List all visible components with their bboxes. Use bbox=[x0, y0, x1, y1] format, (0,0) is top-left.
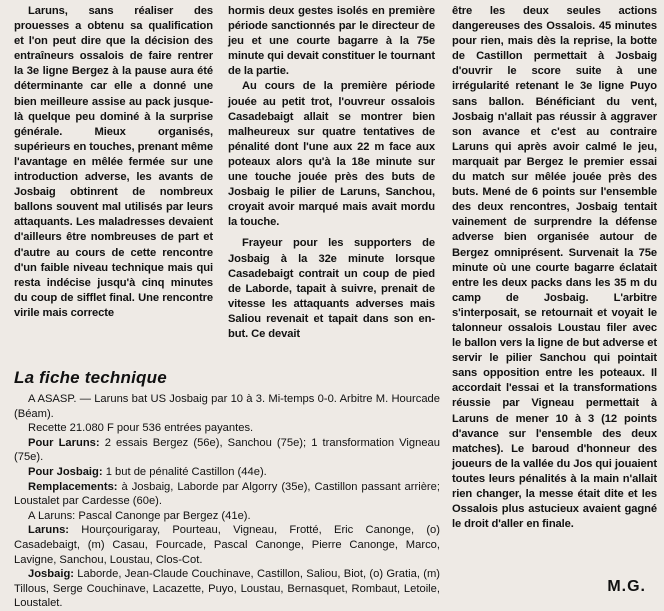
article-paragraph: Laruns, sans réaliser des prouesses a obtenu sa qualification et l'on peut dire que la décision des entraîneurs ossalois de faire rentrer la 3e ligne Bergez à la pause aura été déterminante car elle a donné une bien meilleure assise au pack jusque-là quelque peu dominé à la surprise générale. Mieux organisés, supérieurs en touches, prenant même l'avantage en mêlée fermée sur une introduction adverse, les avants de Josbaig obtinrent de nombreux ballons souvent mal utilisés par leurs attaquants. Les maladresses devaient d'ailleurs être nombreuses de part et d'autre au cours de cette rencontre d'un faible niveau technique mais qui resta indécise jusqu'à cinq minutes du coup de sifflet final. Une rencontre virile mais correcte bbox=[14, 5, 213, 319]
fiche-line-label: Pour Laruns: bbox=[28, 436, 100, 449]
fiche-intro: A ASASP. — Laruns bat US Josbaig par 10 à 3. Mi-temps 0-0. Arbitre M. Hourcade (Béam). bbox=[14, 393, 440, 420]
article-paragraph: Au cours de la première période jouée au petit trot, l'ouvreur ossalois Casadebaigt allait se montrer bien malheureux sur quatre tentatives de pénalité dont l'une aux 22 m face aux poteaux alors qu'à la 18e minute sur une touche jouée près des buts de Josbaig le pilier de Laruns, Sanchou, croyait avoir marqué mais avait mordu la touche. bbox=[228, 80, 435, 229]
fiche-technique-title: La fiche technique bbox=[14, 368, 167, 387]
fiche-line-label: Laruns: bbox=[28, 524, 70, 537]
article-paragraph: Frayeur pour les supporters de Josbaig à la 32e minute lorsque Casadebaigt contrait un coup de pied de Laborde, tapait à suivre, prenait de vitesse les attaquants adverses mais Saliou revenait et tapait dans son en-but. Ce devait bbox=[228, 237, 435, 340]
article-column-3 bbox=[452, 4, 657, 532]
fiche-line-remplacements bbox=[14, 480, 440, 509]
fiche-line-label: Pour Josbaig: bbox=[28, 465, 103, 478]
fiche-line-label: Remplacements: bbox=[28, 480, 118, 493]
fiche-line-text: à Josbaig, Laborde par Algorry (35e), Castillon passant arrière; Loustalet par Cardesse (60e). bbox=[14, 480, 440, 508]
fiche-recette: Recette 21.080 F pour 536 entrées payantes. bbox=[28, 422, 254, 435]
author-signature: M.G. bbox=[607, 578, 646, 595]
article-column-1 bbox=[14, 4, 213, 321]
fiche-line-text: Hourçourigaray, Pourteau, Vigneau, Frotté, Eric Canonge, (o) Casadebaigt, (m) Casau, Fourcade, Pascal Canonge, Pierre Canonge, Marco, Lavigne, Sanchou, Loustau, Clos-Cot. bbox=[14, 524, 440, 566]
fiche-line-josbaig-score bbox=[14, 465, 440, 480]
fiche-line-label: Josbaig: bbox=[28, 568, 75, 581]
fiche-technique-body bbox=[14, 392, 440, 611]
article-paragraph: être les deux seules actions dangereuses des Ossalois. 45 minutes pour rien, mais dès la reprise, la botte de Castillon permettait à Josbaig d'ouvrir le score suite à une irrégularité retenant le 3e ligne Puyo sans ballon. Bénéficiant du vent, Josbaig n'allait pas réussir à aggraver son avance et c'est au contraire Laruns qui après avoir calmé le jeu, marquait par Bergez le premier essai du match sur mêlée jouée près des buts. Mené de 6 points sur l'ensemble des deux rencontres, Josbaig tentait vainement de surprendre la défense adverse bien organisée autour de Bergez omniprésent. Survenait la 75e minute où une courte bagarre éclatait entre les deux packs dans les 35 m du camp de Josbaig. L'arbitre s'interposait, se retournait et voyait le talonneur ossalois Loustau filer avec le ballon vers la ligne de but adverse et servir le pilier Sanchou qui pointait sans opposition entre les poteaux. Il accordait l'essai et la transformations réussie par Vigneau permettait à Laruns de mener 10 à 3 (12 points d'avance sur l'ensemble des deux matches). Le baroud d'honneur des joueurs de la vallée du Jos qui jouaient toutes leurs pénalités à la main n'allait rien changer, la messe était dite et les Ossalois plus astucieux avaient gagné le droit d'aller en finale. bbox=[452, 5, 657, 531]
fiche-line-laruns-team bbox=[14, 523, 440, 567]
fiche-line-laruns-score bbox=[14, 436, 440, 465]
article-column-2 bbox=[228, 4, 435, 342]
fiche-line-text: 2 essais Bergez (56e), Sanchou (75e); 1 transformation Vigneau (75e). bbox=[14, 436, 440, 464]
article-paragraph: hormis deux gestes isolés en première période sanctionnés par le directeur de jeu et une courte bagarre à la 75e minute qui devait constituer le tournant de la partie. bbox=[228, 5, 435, 78]
fiche-line-text: 1 but de pénalité Castillon (44e). bbox=[102, 465, 267, 478]
fiche-line-text: A Laruns: Pascal Canonge par Bergez (41e). bbox=[28, 509, 251, 522]
fiche-line-text: Laborde, Jean-Claude Couchinave, Castillon, Saliou, Biot, (o) Gratia, (m) Tillous, Serge Couchinave, Lacazette, Puyo, Loustau, Bernasquet, Rombaut, Letoile, Loustalet. bbox=[14, 568, 440, 610]
fiche-line-josbaig-team bbox=[14, 567, 440, 611]
fiche-line-laruns-remplacement bbox=[14, 509, 440, 524]
